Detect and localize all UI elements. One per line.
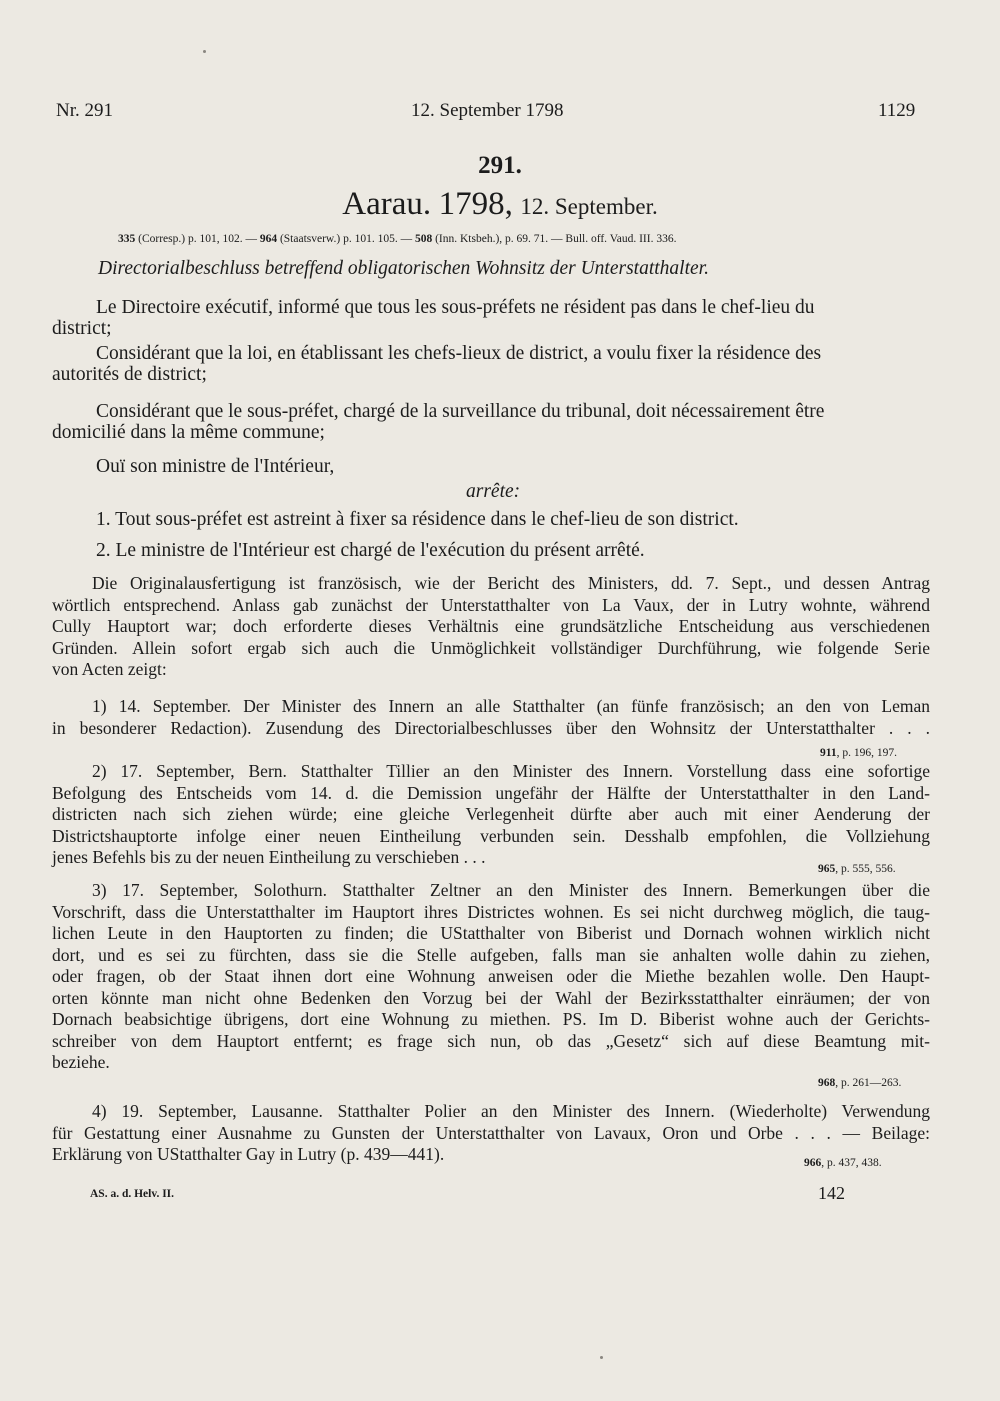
decree-paragraph-1 — [52, 297, 930, 339]
text-line: 2) 17. September, Bern. Statthalter Tillier an den Minister des Innern. Vorstellung dass eine sofortige — [92, 761, 930, 781]
reference-pages: , p. 437, 438. — [821, 1157, 882, 1169]
text-line: Considérant que la loi, en établissant les chefs-lieux de district, a voulu fixer la résidence des — [96, 343, 822, 364]
entry-2-reference — [818, 863, 896, 875]
text-line: Gründen. Allein sofort ergab sich auch die Unmöglichkeit vollständiger Durchführung, wie folgende Serie — [52, 637, 930, 658]
place-year: 1798, — [438, 186, 513, 222]
header-date: 12. September 1798 — [411, 100, 564, 121]
place-date-line — [0, 186, 1000, 223]
text-line: Vorschrift, dass die Unterstatthalter im Hauptort ihres Districtes wohnen. Es sei nicht durchweg möglich, die taug- — [52, 901, 930, 922]
text-line: 2. Le ministre de l'Intérieur est chargé de l'exécution du présent arrêté. — [96, 540, 645, 561]
footer-sheet-number: 142 — [818, 1183, 845, 1203]
text-line: autorités de district; — [52, 364, 207, 385]
text-line: von Acten zeigt: — [52, 659, 167, 679]
reference-number: 965 — [818, 863, 836, 875]
text-line: Considérant que le sous-préfet, chargé de la surveillance du tribunal, doit nécessairement être — [96, 401, 825, 422]
header-page-number: 1129 — [878, 100, 916, 121]
document-number: 291. — [478, 152, 522, 179]
reference-number: 968 — [818, 1077, 836, 1089]
decree-paragraph-4 — [52, 456, 930, 477]
text-line: domicilié dans la même commune; — [52, 422, 325, 443]
text-line: Le Directoire exécutif, informé que tous les sous-préfets ne résident pas dans le chef-lieu du — [96, 297, 815, 318]
paper-speck — [203, 50, 206, 53]
text-line: Cully Hauptort war; doch erforderte dieses Verhältnis eine grundsätzliche Entscheidung aus verschiedenen — [52, 616, 930, 636]
entry-4-reference — [804, 1157, 882, 1169]
commentary-entry-3 — [52, 880, 930, 1074]
text-line: 1) 14. September. Der Minister des Innern an alle Statthalter (an fünfe französisch; an den von Leman — [92, 696, 930, 716]
text-line: districten nach sich ziehen würde; eine gleiche Verlegenheit dürfte aber auch mit einer Aenderung der — [52, 804, 930, 824]
text-line: 3) 17. September, Solothurn. Statthalter Zeltner an den Minister des Innern. Bemerkungen über die — [92, 880, 930, 900]
decree-paragraph-3 — [52, 401, 930, 443]
reference-text: (Corresp.) p. 101, 102. — — [135, 233, 260, 245]
text-line: lichen Leute in den Hauptorten zu finden; die UStatthalter von Biberist und Dornach wohnen wirklich nicht — [52, 923, 930, 943]
paper-speck — [600, 1356, 603, 1359]
reference-number: 966 — [804, 1157, 822, 1169]
entry-3-reference — [818, 1077, 901, 1089]
text-line: Die Originalausfertigung ist französisch, wie der Bericht des Ministers, dd. 7. Sept., und dessen Antrag — [92, 573, 930, 593]
reference-pages: , p. 196, 197. — [836, 747, 897, 759]
document-title: Directorialbeschluss betreffend obligatorischen Wohnsitz der Unterstatthalter. — [98, 258, 709, 279]
reference-text: (Inn. Ktsbeh.), p. 69. 71. — Bull. off. Vaud. III. 336. — [432, 233, 677, 245]
text-line: in besonderer Redaction). Zusendung des Directorialbeschlusses über den Wohnsitz der Unterstatthalter . . . — [52, 717, 930, 738]
text-line: oder fragen, ob der Staat ihnen dort eine Wohnung anweisen oder die Miethe bezahlen wolle. Den Haupt- — [52, 966, 930, 986]
reference-number: 508 — [414, 233, 433, 245]
text-line: district; — [52, 318, 112, 339]
place-name: Aarau. — [342, 186, 432, 222]
text-line: Ouï son ministre de l'Intérieur, — [96, 456, 335, 477]
decree-paragraph-2 — [52, 343, 930, 385]
commentary-intro — [52, 573, 930, 681]
reference-number: 911 — [820, 747, 837, 759]
text-line: Dornach beabsichtige übrigens, dort eine Wohnung zu miethen. PS. Im D. Biberist wohne auch der Gerichts- — [52, 1009, 930, 1029]
archive-references — [118, 233, 676, 245]
text-line: Erklärung von UStatthalter Gay in Lutry (p. 439—441). — [52, 1144, 445, 1164]
commentary-entry-1 — [52, 696, 930, 739]
place-day: 12. September. — [520, 194, 658, 219]
reference-pages: , p. 555, 556. — [835, 863, 896, 875]
commentary-entry-2 — [52, 761, 930, 869]
text-line: Districtshauptorte infolge einer neuen Eintheilung verbunden sein. Desshalb empfohlen, die Vollziehung — [52, 825, 930, 846]
decree-arrete: arrête: — [466, 481, 521, 502]
text-line: 1. Tout sous-préfet est astreint à fixer sa résidence dans le chef-lieu de son district. — [96, 509, 739, 530]
text-line: orten könnte man nicht ohne Bedenken den Vorzug bei der Wahl der Bezirksstatthalter einräumen; der von — [52, 987, 930, 1008]
reference-pages: , p. 261—263. — [835, 1077, 902, 1089]
text-line: 4) 19. September, Lausanne. Statthalter Polier an den Minister des Innern. (Wiederholte) Verwendung — [92, 1101, 930, 1121]
entry-1-reference — [820, 747, 897, 759]
text-line: dort, und es sei zu fürchten, dass sie die Stelle aufgeben, falls man sie anhalten wolle dahin zu ziehen, — [52, 944, 930, 965]
reference-number: 964 — [259, 233, 278, 245]
decree-article-1 — [52, 509, 930, 530]
decree-article-2 — [52, 540, 930, 561]
text-line: Befolgung des Entscheids vom 14. d. die Demission ungefähr der Hälfte der Unterstatthalter in den Land- — [52, 782, 930, 803]
footer-signature: AS. a. d. Helv. II. — [90, 1188, 175, 1200]
text-line: beziehe. — [52, 1052, 110, 1072]
text-line: jenes Befehls bis zu der neuen Eintheilung zu verschieben . . . — [52, 847, 486, 867]
text-line: für Gestattung einer Ausnahme zu Gunsten der Unterstatthalter von Lavaux, Oron und Orbe . . . — Beilage: — [52, 1122, 930, 1143]
reference-number: 335 — [118, 233, 136, 245]
text-line: wörtlich entsprechend. Anlass gab zunächst der Unterstatthalter von La Vaux, der in Lutry wohnte, während — [52, 594, 930, 615]
reference-text: (Staatsverw.) p. 101. 105. — — [277, 233, 415, 245]
header-entry-number: Nr. 291 — [56, 100, 113, 121]
commentary-entry-4 — [52, 1101, 930, 1166]
text-line: schreiber von dem Hauptort entfernt; es frage sich nun, ob das „Gesetz“ sich auf diese Beamtung mit- — [52, 1030, 930, 1051]
